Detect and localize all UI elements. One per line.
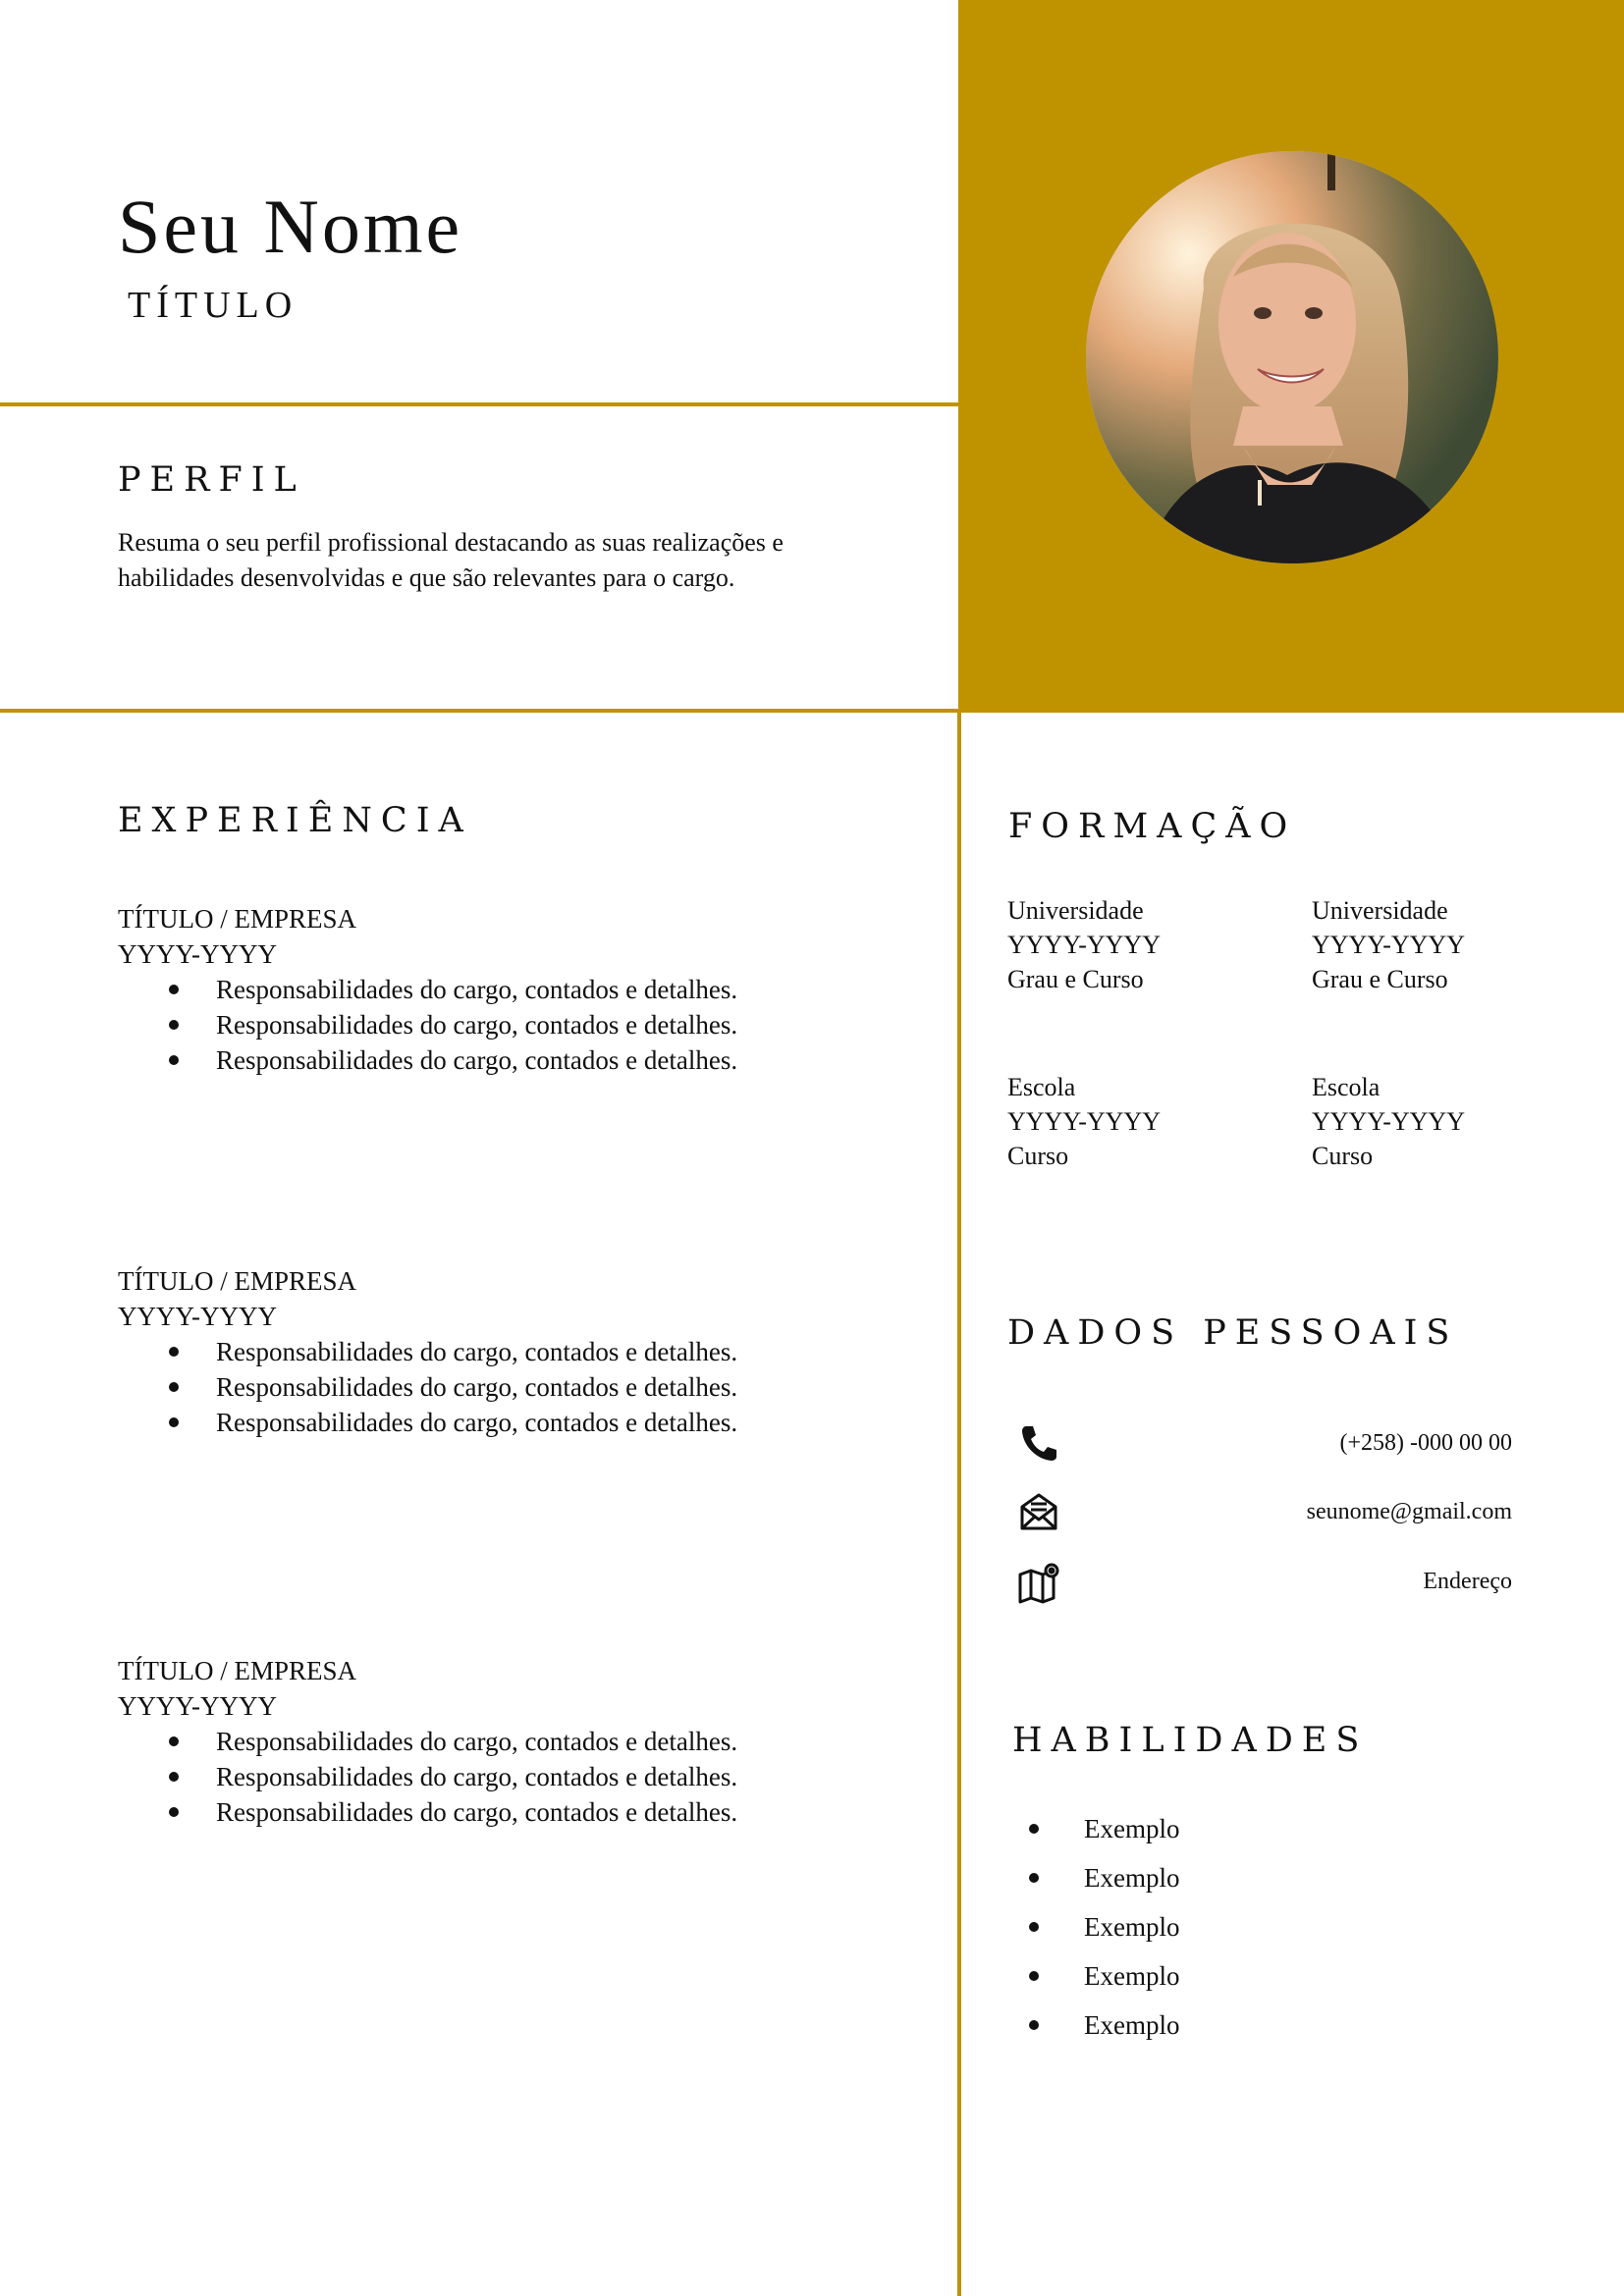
- education-heading: FORMAÇÃO: [1008, 807, 1297, 846]
- education-institution: Escola: [1312, 1073, 1380, 1101]
- job-responsibilities: [118, 972, 923, 1078]
- education-item: [1007, 893, 1302, 996]
- job-responsibility: Responsabilidades do cargo, contados e detalhes.: [216, 1042, 923, 1078]
- job-responsibility: Responsabilidades do cargo, contados e detalhes.: [216, 1334, 923, 1369]
- skill-item: Exemplo: [1084, 2001, 1179, 2050]
- experience-item: [118, 901, 923, 1078]
- divider-main: [0, 709, 1624, 713]
- job-title: TÍTULO / EMPRESA: [118, 904, 356, 934]
- job-responsibility: Responsabilidades do cargo, contados e detalhes.: [216, 1369, 923, 1405]
- profile-summary-line: Resuma o seu perfil profissional destacando as suas realizações e: [118, 528, 784, 557]
- divider-header: [0, 402, 958, 406]
- education-course: Grau e Curso: [1312, 965, 1448, 993]
- divider-columns: [957, 709, 961, 2296]
- job-responsibility: Responsabilidades do cargo, contados e detalhes.: [216, 972, 923, 1007]
- map-icon: [1017, 1561, 1060, 1604]
- profile-heading: PERFIL: [118, 460, 305, 500]
- education-institution: Universidade: [1007, 896, 1144, 925]
- education-course: Grau e Curso: [1007, 965, 1144, 993]
- job-dates: YYYY-YYYY: [118, 939, 277, 969]
- phone-icon: [1017, 1421, 1060, 1465]
- skill-item: Exemplo: [1084, 1853, 1179, 1902]
- experience-item: [118, 1653, 923, 1830]
- education-institution: Escola: [1007, 1073, 1076, 1101]
- profile-summary-line: habilidades desenvolvidas e que são relevantes para o cargo.: [118, 563, 735, 592]
- education-dates: YYYY-YYYY: [1007, 931, 1161, 959]
- job-responsibility: Responsabilidades do cargo, contados e detalhes.: [216, 1007, 923, 1042]
- resume-title: TÍTULO: [128, 285, 298, 326]
- education-institution: Universidade: [1312, 896, 1448, 925]
- education-item: [1312, 1070, 1606, 1173]
- job-responsibilities: [118, 1334, 923, 1440]
- profile-summary: [118, 525, 923, 596]
- job-title: TÍTULO / EMPRESA: [118, 1656, 356, 1685]
- email-value: seunome@gmail.com: [1306, 1499, 1512, 1524]
- education-item: [1007, 1070, 1302, 1173]
- education-course: Curso: [1312, 1142, 1374, 1170]
- experience-item: [118, 1263, 923, 1440]
- education-item: [1312, 893, 1606, 996]
- experience-heading: EXPERIÊNCIA: [118, 801, 472, 840]
- address-value: Endereço: [1423, 1569, 1512, 1594]
- profile-photo-illustration: [1086, 151, 1498, 563]
- job-responsibility: Responsabilidades do cargo, contados e detalhes.: [216, 1759, 923, 1794]
- profile-photo: [1086, 151, 1498, 563]
- skill-item: Exemplo: [1084, 1951, 1179, 2001]
- job-dates: YYYY-YYYY: [118, 1691, 277, 1721]
- job-responsibilities: [118, 1724, 923, 1830]
- education-dates: YYYY-YYYY: [1312, 931, 1465, 959]
- email-icon: [1017, 1490, 1060, 1533]
- education-course: Curso: [1007, 1142, 1069, 1170]
- skills-heading: HABILIDADES: [1012, 1721, 1369, 1760]
- personal-data-heading: DADOS PESSOAIS: [1007, 1313, 1459, 1353]
- education-dates: YYYY-YYYY: [1312, 1107, 1465, 1136]
- skills-list: [1015, 1804, 1179, 2050]
- skill-item: Exemplo: [1084, 1804, 1179, 1853]
- phone-value: (+258) -000 00 00: [1339, 1430, 1512, 1456]
- job-dates: YYYY-YYYY: [118, 1302, 277, 1331]
- job-title: TÍTULO / EMPRESA: [118, 1266, 356, 1296]
- job-responsibility: Responsabilidades do cargo, contados e detalhes.: [216, 1724, 923, 1759]
- education-dates: YYYY-YYYY: [1007, 1107, 1161, 1136]
- job-responsibility: Responsabilidades do cargo, contados e detalhes.: [216, 1405, 923, 1440]
- resume-name: Seu Nome: [118, 184, 463, 269]
- job-responsibility: Responsabilidades do cargo, contados e detalhes.: [216, 1794, 923, 1830]
- skill-item: Exemplo: [1084, 1902, 1179, 1951]
